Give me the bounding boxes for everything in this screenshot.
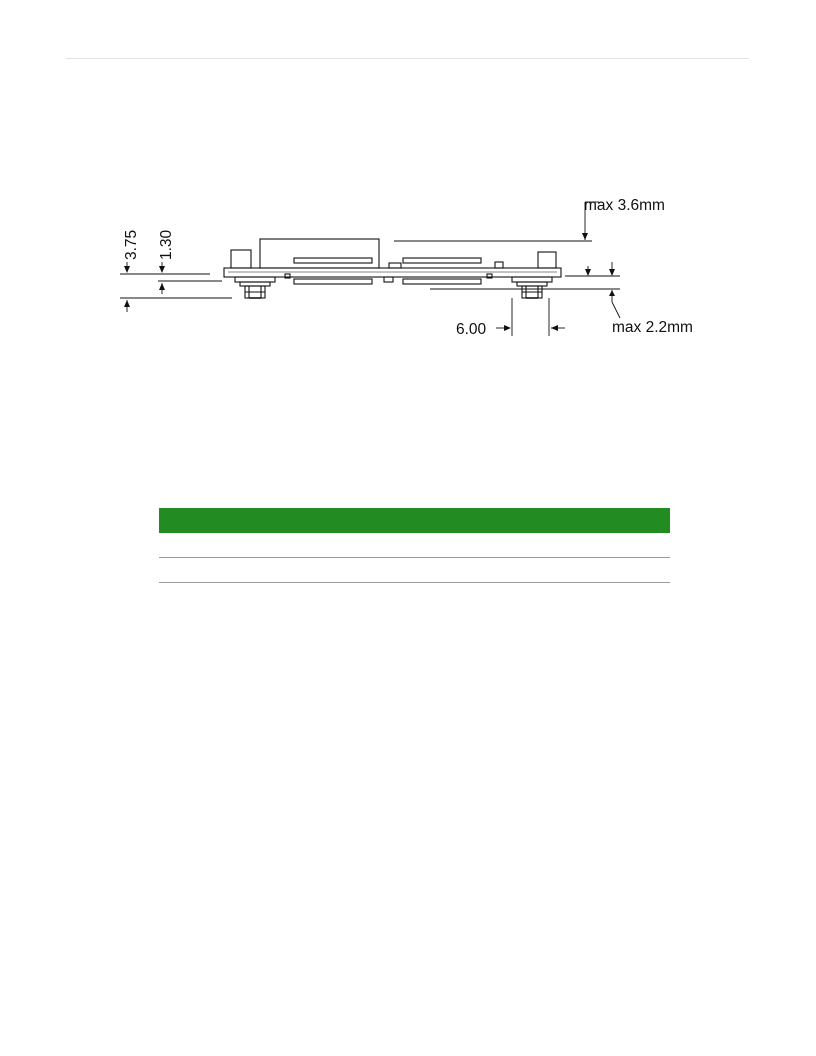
right-standoff [512,277,552,298]
top-clearance-label: max 3.6mm [584,197,665,214]
right-connector [538,252,556,268]
pcb-board [224,268,561,277]
left-connector [231,250,251,268]
spec-table-header [159,508,670,533]
standoff-width-label: 6.00 [456,321,487,338]
bottom-clearance-label: max 2.2mm [612,319,693,336]
bottom-chip-left [294,279,372,284]
pcb-thickness-label: 1.30 [158,229,175,260]
top-chip-right [403,258,481,263]
left-standoff [235,277,275,298]
table-row [159,533,670,558]
bottom-chip-right [403,279,481,284]
dimension-lines [120,202,620,336]
module-side-view-drawing [0,0,816,420]
spec-table [159,508,670,583]
top-component [260,239,379,268]
top-chip-left [294,258,372,263]
overall-height-label: 3.75 [123,229,140,260]
table-row [159,558,670,583]
